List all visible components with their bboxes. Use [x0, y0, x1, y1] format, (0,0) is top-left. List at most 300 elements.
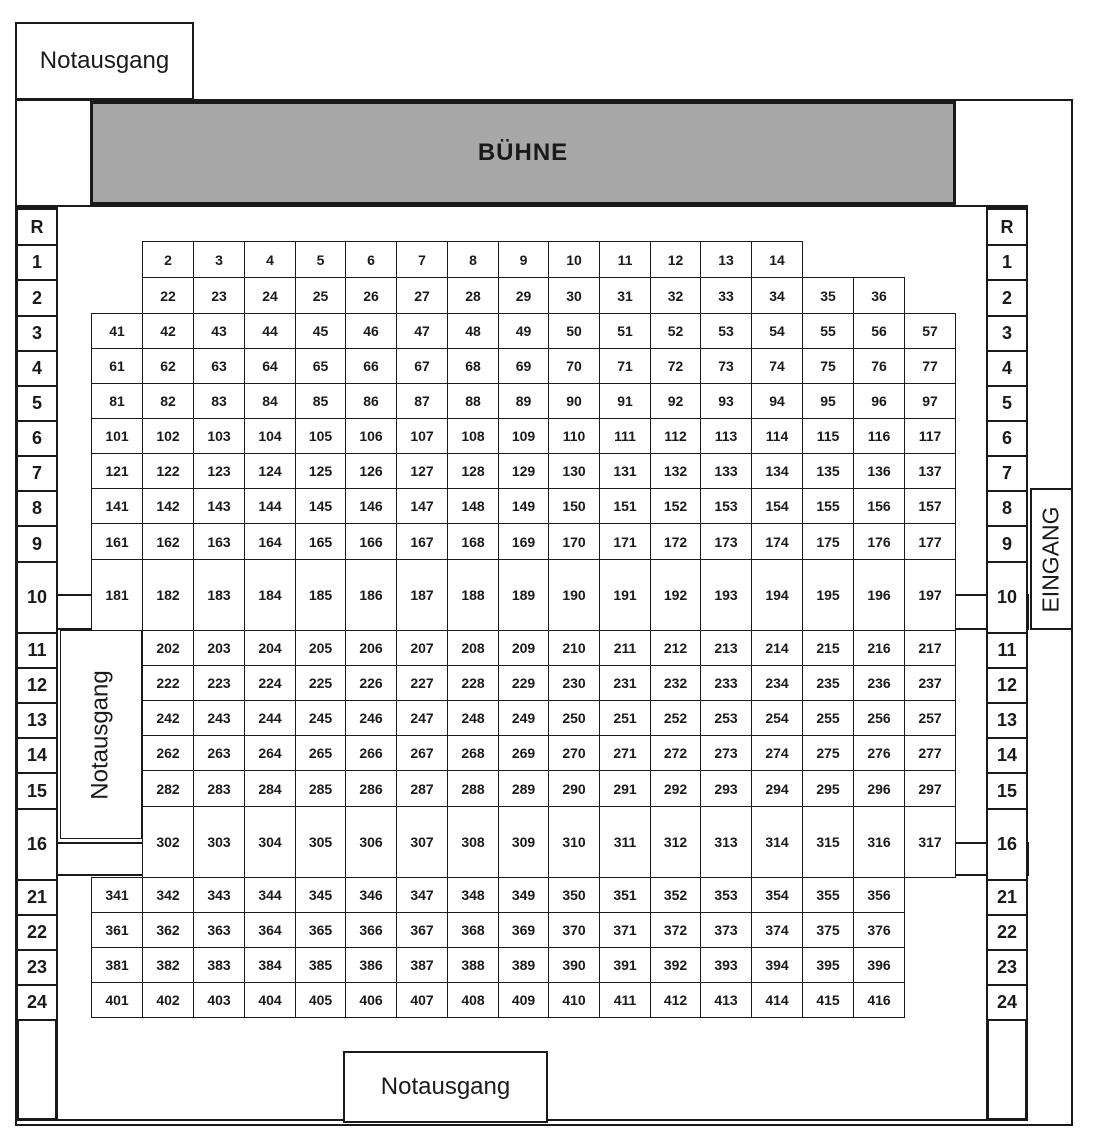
seat-93[interactable]: 93	[700, 383, 752, 419]
seat-13[interactable]: 13	[700, 241, 752, 278]
seat-314[interactable]: 314	[751, 806, 803, 878]
seat-406[interactable]: 406	[345, 982, 397, 1018]
seat-56[interactable]: 56	[853, 313, 905, 349]
seat-30[interactable]: 30	[548, 277, 600, 314]
seat-108[interactable]: 108	[447, 418, 499, 454]
seat-351[interactable]: 351	[599, 877, 651, 913]
seat-363[interactable]: 363	[193, 912, 245, 948]
seat-277[interactable]: 277	[904, 735, 956, 771]
seat-303[interactable]: 303	[193, 806, 245, 878]
seat-164[interactable]: 164	[244, 523, 296, 560]
seat-354[interactable]: 354	[751, 877, 803, 913]
seat-95[interactable]: 95	[802, 383, 854, 419]
seat-306[interactable]: 306	[345, 806, 397, 878]
seat-124[interactable]: 124	[244, 453, 296, 489]
seat-256[interactable]: 256	[853, 700, 905, 736]
seat-287[interactable]: 287	[396, 770, 448, 807]
seat-273[interactable]: 273	[700, 735, 752, 771]
seat-85[interactable]: 85	[295, 383, 346, 419]
seat-272[interactable]: 272	[650, 735, 701, 771]
seat-33[interactable]: 33	[700, 277, 752, 314]
seat-386[interactable]: 386	[345, 947, 397, 983]
seat-34[interactable]: 34	[751, 277, 803, 314]
seat-155[interactable]: 155	[802, 488, 854, 524]
seat-181[interactable]: 181	[91, 559, 143, 631]
seat-387[interactable]: 387	[396, 947, 448, 983]
seat-365[interactable]: 365	[295, 912, 346, 948]
seat-353[interactable]: 353	[700, 877, 752, 913]
seat-11[interactable]: 11	[599, 241, 651, 278]
seat-41[interactable]: 41	[91, 313, 143, 349]
seat-137[interactable]: 137	[904, 453, 956, 489]
seat-350[interactable]: 350	[548, 877, 600, 913]
seat-341[interactable]: 341	[91, 877, 143, 913]
seat-254[interactable]: 254	[751, 700, 803, 736]
seat-407[interactable]: 407	[396, 982, 448, 1018]
seat-143[interactable]: 143	[193, 488, 245, 524]
seat-2[interactable]: 2	[142, 241, 194, 278]
seat-26[interactable]: 26	[345, 277, 397, 314]
seat-412[interactable]: 412	[650, 982, 701, 1018]
seat-413[interactable]: 413	[700, 982, 752, 1018]
seat-22[interactable]: 22	[142, 277, 194, 314]
seat-202[interactable]: 202	[142, 630, 194, 666]
seat-127[interactable]: 127	[396, 453, 448, 489]
seat-133[interactable]: 133	[700, 453, 752, 489]
seat-213[interactable]: 213	[700, 630, 752, 666]
seat-248[interactable]: 248	[447, 700, 499, 736]
seat-316[interactable]: 316	[853, 806, 905, 878]
seat-384[interactable]: 384	[244, 947, 296, 983]
seat-136[interactable]: 136	[853, 453, 905, 489]
seat-116[interactable]: 116	[853, 418, 905, 454]
seat-166[interactable]: 166	[345, 523, 397, 560]
seat-44[interactable]: 44	[244, 313, 296, 349]
seat-355[interactable]: 355	[802, 877, 854, 913]
seat-295[interactable]: 295	[802, 770, 854, 807]
seat-242[interactable]: 242	[142, 700, 194, 736]
seat-176[interactable]: 176	[853, 523, 905, 560]
seat-97[interactable]: 97	[904, 383, 956, 419]
seat-42[interactable]: 42	[142, 313, 194, 349]
seat-184[interactable]: 184	[244, 559, 296, 631]
seat-171[interactable]: 171	[599, 523, 651, 560]
seat-308[interactable]: 308	[447, 806, 499, 878]
seat-253[interactable]: 253	[700, 700, 752, 736]
seat-182[interactable]: 182	[142, 559, 194, 631]
seat-7[interactable]: 7	[396, 241, 448, 278]
seat-104[interactable]: 104	[244, 418, 296, 454]
seat-35[interactable]: 35	[802, 277, 854, 314]
seat-110[interactable]: 110	[548, 418, 600, 454]
seat-47[interactable]: 47	[396, 313, 448, 349]
seat-205[interactable]: 205	[295, 630, 346, 666]
seat-135[interactable]: 135	[802, 453, 854, 489]
seat-283[interactable]: 283	[193, 770, 245, 807]
seat-352[interactable]: 352	[650, 877, 701, 913]
seat-117[interactable]: 117	[904, 418, 956, 454]
seat-28[interactable]: 28	[447, 277, 499, 314]
seat-222[interactable]: 222	[142, 665, 194, 701]
seat-71[interactable]: 71	[599, 348, 651, 384]
seat-75[interactable]: 75	[802, 348, 854, 384]
seat-157[interactable]: 157	[904, 488, 956, 524]
seat-106[interactable]: 106	[345, 418, 397, 454]
seat-214[interactable]: 214	[751, 630, 803, 666]
seat-404[interactable]: 404	[244, 982, 296, 1018]
seat-49[interactable]: 49	[498, 313, 549, 349]
seat-163[interactable]: 163	[193, 523, 245, 560]
seat-74[interactable]: 74	[751, 348, 803, 384]
seat-396[interactable]: 396	[853, 947, 905, 983]
seat-208[interactable]: 208	[447, 630, 499, 666]
seat-32[interactable]: 32	[650, 277, 701, 314]
seat-185[interactable]: 185	[295, 559, 346, 631]
seat-83[interactable]: 83	[193, 383, 245, 419]
seat-236[interactable]: 236	[853, 665, 905, 701]
seat-91[interactable]: 91	[599, 383, 651, 419]
seat-188[interactable]: 188	[447, 559, 499, 631]
seat-189[interactable]: 189	[498, 559, 549, 631]
seat-70[interactable]: 70	[548, 348, 600, 384]
seat-27[interactable]: 27	[396, 277, 448, 314]
seat-383[interactable]: 383	[193, 947, 245, 983]
seat-371[interactable]: 371	[599, 912, 651, 948]
seat-243[interactable]: 243	[193, 700, 245, 736]
seat-169[interactable]: 169	[498, 523, 549, 560]
seat-348[interactable]: 348	[447, 877, 499, 913]
seat-156[interactable]: 156	[853, 488, 905, 524]
seat-121[interactable]: 121	[91, 453, 143, 489]
seat-86[interactable]: 86	[345, 383, 397, 419]
seat-76[interactable]: 76	[853, 348, 905, 384]
seat-102[interactable]: 102	[142, 418, 194, 454]
seat-88[interactable]: 88	[447, 383, 499, 419]
seat-309[interactable]: 309	[498, 806, 549, 878]
seat-232[interactable]: 232	[650, 665, 701, 701]
seat-149[interactable]: 149	[498, 488, 549, 524]
seat-216[interactable]: 216	[853, 630, 905, 666]
seat-368[interactable]: 368	[447, 912, 499, 948]
seat-349[interactable]: 349	[498, 877, 549, 913]
seat-194[interactable]: 194	[751, 559, 803, 631]
seat-131[interactable]: 131	[599, 453, 651, 489]
seat-266[interactable]: 266	[345, 735, 397, 771]
seat-10[interactable]: 10	[548, 241, 600, 278]
seat-175[interactable]: 175	[802, 523, 854, 560]
seat-186[interactable]: 186	[345, 559, 397, 631]
seat-293[interactable]: 293	[700, 770, 752, 807]
seat-410[interactable]: 410	[548, 982, 600, 1018]
seat-282[interactable]: 282	[142, 770, 194, 807]
seat-12[interactable]: 12	[650, 241, 701, 278]
seat-168[interactable]: 168	[447, 523, 499, 560]
seat-263[interactable]: 263	[193, 735, 245, 771]
seat-197[interactable]: 197	[904, 559, 956, 631]
seat-204[interactable]: 204	[244, 630, 296, 666]
seat-286[interactable]: 286	[345, 770, 397, 807]
seat-269[interactable]: 269	[498, 735, 549, 771]
seat-227[interactable]: 227	[396, 665, 448, 701]
seat-45[interactable]: 45	[295, 313, 346, 349]
seat-167[interactable]: 167	[396, 523, 448, 560]
seat-153[interactable]: 153	[700, 488, 752, 524]
seat-6[interactable]: 6	[345, 241, 397, 278]
seat-52[interactable]: 52	[650, 313, 701, 349]
seat-96[interactable]: 96	[853, 383, 905, 419]
seat-375[interactable]: 375	[802, 912, 854, 948]
seat-4[interactable]: 4	[244, 241, 296, 278]
seat-23[interactable]: 23	[193, 277, 245, 314]
seat-361[interactable]: 361	[91, 912, 143, 948]
seat-296[interactable]: 296	[853, 770, 905, 807]
seat-125[interactable]: 125	[295, 453, 346, 489]
seat-223[interactable]: 223	[193, 665, 245, 701]
seat-247[interactable]: 247	[396, 700, 448, 736]
seat-244[interactable]: 244	[244, 700, 296, 736]
seat-270[interactable]: 270	[548, 735, 600, 771]
seat-101[interactable]: 101	[91, 418, 143, 454]
seat-192[interactable]: 192	[650, 559, 701, 631]
seat-29[interactable]: 29	[498, 277, 549, 314]
seat-294[interactable]: 294	[751, 770, 803, 807]
seat-89[interactable]: 89	[498, 383, 549, 419]
seat-57[interactable]: 57	[904, 313, 956, 349]
seat-246[interactable]: 246	[345, 700, 397, 736]
seat-147[interactable]: 147	[396, 488, 448, 524]
seat-391[interactable]: 391	[599, 947, 651, 983]
seat-304[interactable]: 304	[244, 806, 296, 878]
seat-284[interactable]: 284	[244, 770, 296, 807]
seat-48[interactable]: 48	[447, 313, 499, 349]
seat-265[interactable]: 265	[295, 735, 346, 771]
seat-370[interactable]: 370	[548, 912, 600, 948]
seat-177[interactable]: 177	[904, 523, 956, 560]
seat-209[interactable]: 209	[498, 630, 549, 666]
seat-245[interactable]: 245	[295, 700, 346, 736]
seat-228[interactable]: 228	[447, 665, 499, 701]
seat-150[interactable]: 150	[548, 488, 600, 524]
seat-114[interactable]: 114	[751, 418, 803, 454]
seat-72[interactable]: 72	[650, 348, 701, 384]
seat-128[interactable]: 128	[447, 453, 499, 489]
seat-148[interactable]: 148	[447, 488, 499, 524]
seat-105[interactable]: 105	[295, 418, 346, 454]
seat-210[interactable]: 210	[548, 630, 600, 666]
seat-395[interactable]: 395	[802, 947, 854, 983]
seat-5[interactable]: 5	[295, 241, 346, 278]
seat-115[interactable]: 115	[802, 418, 854, 454]
seat-122[interactable]: 122	[142, 453, 194, 489]
seat-81[interactable]: 81	[91, 383, 143, 419]
seat-134[interactable]: 134	[751, 453, 803, 489]
seat-92[interactable]: 92	[650, 383, 701, 419]
seat-312[interactable]: 312	[650, 806, 701, 878]
seat-346[interactable]: 346	[345, 877, 397, 913]
seat-46[interactable]: 46	[345, 313, 397, 349]
seat-112[interactable]: 112	[650, 418, 701, 454]
seat-24[interactable]: 24	[244, 277, 296, 314]
seat-342[interactable]: 342	[142, 877, 194, 913]
seat-145[interactable]: 145	[295, 488, 346, 524]
seat-274[interactable]: 274	[751, 735, 803, 771]
seat-233[interactable]: 233	[700, 665, 752, 701]
seat-141[interactable]: 141	[91, 488, 143, 524]
seat-152[interactable]: 152	[650, 488, 701, 524]
seat-9[interactable]: 9	[498, 241, 549, 278]
seat-234[interactable]: 234	[751, 665, 803, 701]
seat-347[interactable]: 347	[396, 877, 448, 913]
seat-50[interactable]: 50	[548, 313, 600, 349]
seat-252[interactable]: 252	[650, 700, 701, 736]
seat-402[interactable]: 402	[142, 982, 194, 1018]
seat-403[interactable]: 403	[193, 982, 245, 1018]
seat-51[interactable]: 51	[599, 313, 651, 349]
seat-389[interactable]: 389	[498, 947, 549, 983]
seat-302[interactable]: 302	[142, 806, 194, 878]
seat-103[interactable]: 103	[193, 418, 245, 454]
seat-130[interactable]: 130	[548, 453, 600, 489]
seat-291[interactable]: 291	[599, 770, 651, 807]
seat-191[interactable]: 191	[599, 559, 651, 631]
seat-111[interactable]: 111	[599, 418, 651, 454]
seat-144[interactable]: 144	[244, 488, 296, 524]
seat-411[interactable]: 411	[599, 982, 651, 1018]
seat-414[interactable]: 414	[751, 982, 803, 1018]
seat-67[interactable]: 67	[396, 348, 448, 384]
seat-307[interactable]: 307	[396, 806, 448, 878]
seat-207[interactable]: 207	[396, 630, 448, 666]
seat-151[interactable]: 151	[599, 488, 651, 524]
seat-345[interactable]: 345	[295, 877, 346, 913]
seat-235[interactable]: 235	[802, 665, 854, 701]
seat-289[interactable]: 289	[498, 770, 549, 807]
seat-173[interactable]: 173	[700, 523, 752, 560]
seat-94[interactable]: 94	[751, 383, 803, 419]
seat-68[interactable]: 68	[447, 348, 499, 384]
seat-356[interactable]: 356	[853, 877, 905, 913]
seat-376[interactable]: 376	[853, 912, 905, 948]
seat-190[interactable]: 190	[548, 559, 600, 631]
seat-264[interactable]: 264	[244, 735, 296, 771]
seat-55[interactable]: 55	[802, 313, 854, 349]
seat-230[interactable]: 230	[548, 665, 600, 701]
seat-193[interactable]: 193	[700, 559, 752, 631]
seat-369[interactable]: 369	[498, 912, 549, 948]
seat-109[interactable]: 109	[498, 418, 549, 454]
seat-172[interactable]: 172	[650, 523, 701, 560]
seat-250[interactable]: 250	[548, 700, 600, 736]
seat-409[interactable]: 409	[498, 982, 549, 1018]
seat-43[interactable]: 43	[193, 313, 245, 349]
seat-290[interactable]: 290	[548, 770, 600, 807]
seat-206[interactable]: 206	[345, 630, 397, 666]
seat-388[interactable]: 388	[447, 947, 499, 983]
seat-211[interactable]: 211	[599, 630, 651, 666]
seat-113[interactable]: 113	[700, 418, 752, 454]
seat-90[interactable]: 90	[548, 383, 600, 419]
seat-310[interactable]: 310	[548, 806, 600, 878]
seat-53[interactable]: 53	[700, 313, 752, 349]
seat-187[interactable]: 187	[396, 559, 448, 631]
seat-373[interactable]: 373	[700, 912, 752, 948]
seat-249[interactable]: 249	[498, 700, 549, 736]
seat-195[interactable]: 195	[802, 559, 854, 631]
seat-288[interactable]: 288	[447, 770, 499, 807]
seat-61[interactable]: 61	[91, 348, 143, 384]
seat-25[interactable]: 25	[295, 277, 346, 314]
seat-367[interactable]: 367	[396, 912, 448, 948]
seat-381[interactable]: 381	[91, 947, 143, 983]
seat-392[interactable]: 392	[650, 947, 701, 983]
seat-84[interactable]: 84	[244, 383, 296, 419]
seat-132[interactable]: 132	[650, 453, 701, 489]
seat-344[interactable]: 344	[244, 877, 296, 913]
seat-54[interactable]: 54	[751, 313, 803, 349]
seat-313[interactable]: 313	[700, 806, 752, 878]
seat-276[interactable]: 276	[853, 735, 905, 771]
seat-393[interactable]: 393	[700, 947, 752, 983]
seat-215[interactable]: 215	[802, 630, 854, 666]
seat-142[interactable]: 142	[142, 488, 194, 524]
seat-408[interactable]: 408	[447, 982, 499, 1018]
seat-271[interactable]: 271	[599, 735, 651, 771]
seat-237[interactable]: 237	[904, 665, 956, 701]
seat-107[interactable]: 107	[396, 418, 448, 454]
seat-268[interactable]: 268	[447, 735, 499, 771]
seat-31[interactable]: 31	[599, 277, 651, 314]
seat-165[interactable]: 165	[295, 523, 346, 560]
seat-226[interactable]: 226	[345, 665, 397, 701]
seat-257[interactable]: 257	[904, 700, 956, 736]
seat-212[interactable]: 212	[650, 630, 701, 666]
seat-126[interactable]: 126	[345, 453, 397, 489]
seat-66[interactable]: 66	[345, 348, 397, 384]
seat-362[interactable]: 362	[142, 912, 194, 948]
seat-317[interactable]: 317	[904, 806, 956, 878]
seat-183[interactable]: 183	[193, 559, 245, 631]
seat-390[interactable]: 390	[548, 947, 600, 983]
seat-262[interactable]: 262	[142, 735, 194, 771]
seat-146[interactable]: 146	[345, 488, 397, 524]
seat-129[interactable]: 129	[498, 453, 549, 489]
seat-3[interactable]: 3	[193, 241, 245, 278]
seat-63[interactable]: 63	[193, 348, 245, 384]
seat-405[interactable]: 405	[295, 982, 346, 1018]
seat-255[interactable]: 255	[802, 700, 854, 736]
seat-64[interactable]: 64	[244, 348, 296, 384]
seat-315[interactable]: 315	[802, 806, 854, 878]
seat-196[interactable]: 196	[853, 559, 905, 631]
seat-154[interactable]: 154	[751, 488, 803, 524]
seat-292[interactable]: 292	[650, 770, 701, 807]
seat-123[interactable]: 123	[193, 453, 245, 489]
seat-364[interactable]: 364	[244, 912, 296, 948]
seat-162[interactable]: 162	[142, 523, 194, 560]
seat-77[interactable]: 77	[904, 348, 956, 384]
seat-394[interactable]: 394	[751, 947, 803, 983]
seat-231[interactable]: 231	[599, 665, 651, 701]
seat-36[interactable]: 36	[853, 277, 905, 314]
seat-174[interactable]: 174	[751, 523, 803, 560]
seat-251[interactable]: 251	[599, 700, 651, 736]
seat-73[interactable]: 73	[700, 348, 752, 384]
seat-170[interactable]: 170	[548, 523, 600, 560]
seat-267[interactable]: 267	[396, 735, 448, 771]
seat-401[interactable]: 401	[91, 982, 143, 1018]
seat-416[interactable]: 416	[853, 982, 905, 1018]
seat-343[interactable]: 343	[193, 877, 245, 913]
